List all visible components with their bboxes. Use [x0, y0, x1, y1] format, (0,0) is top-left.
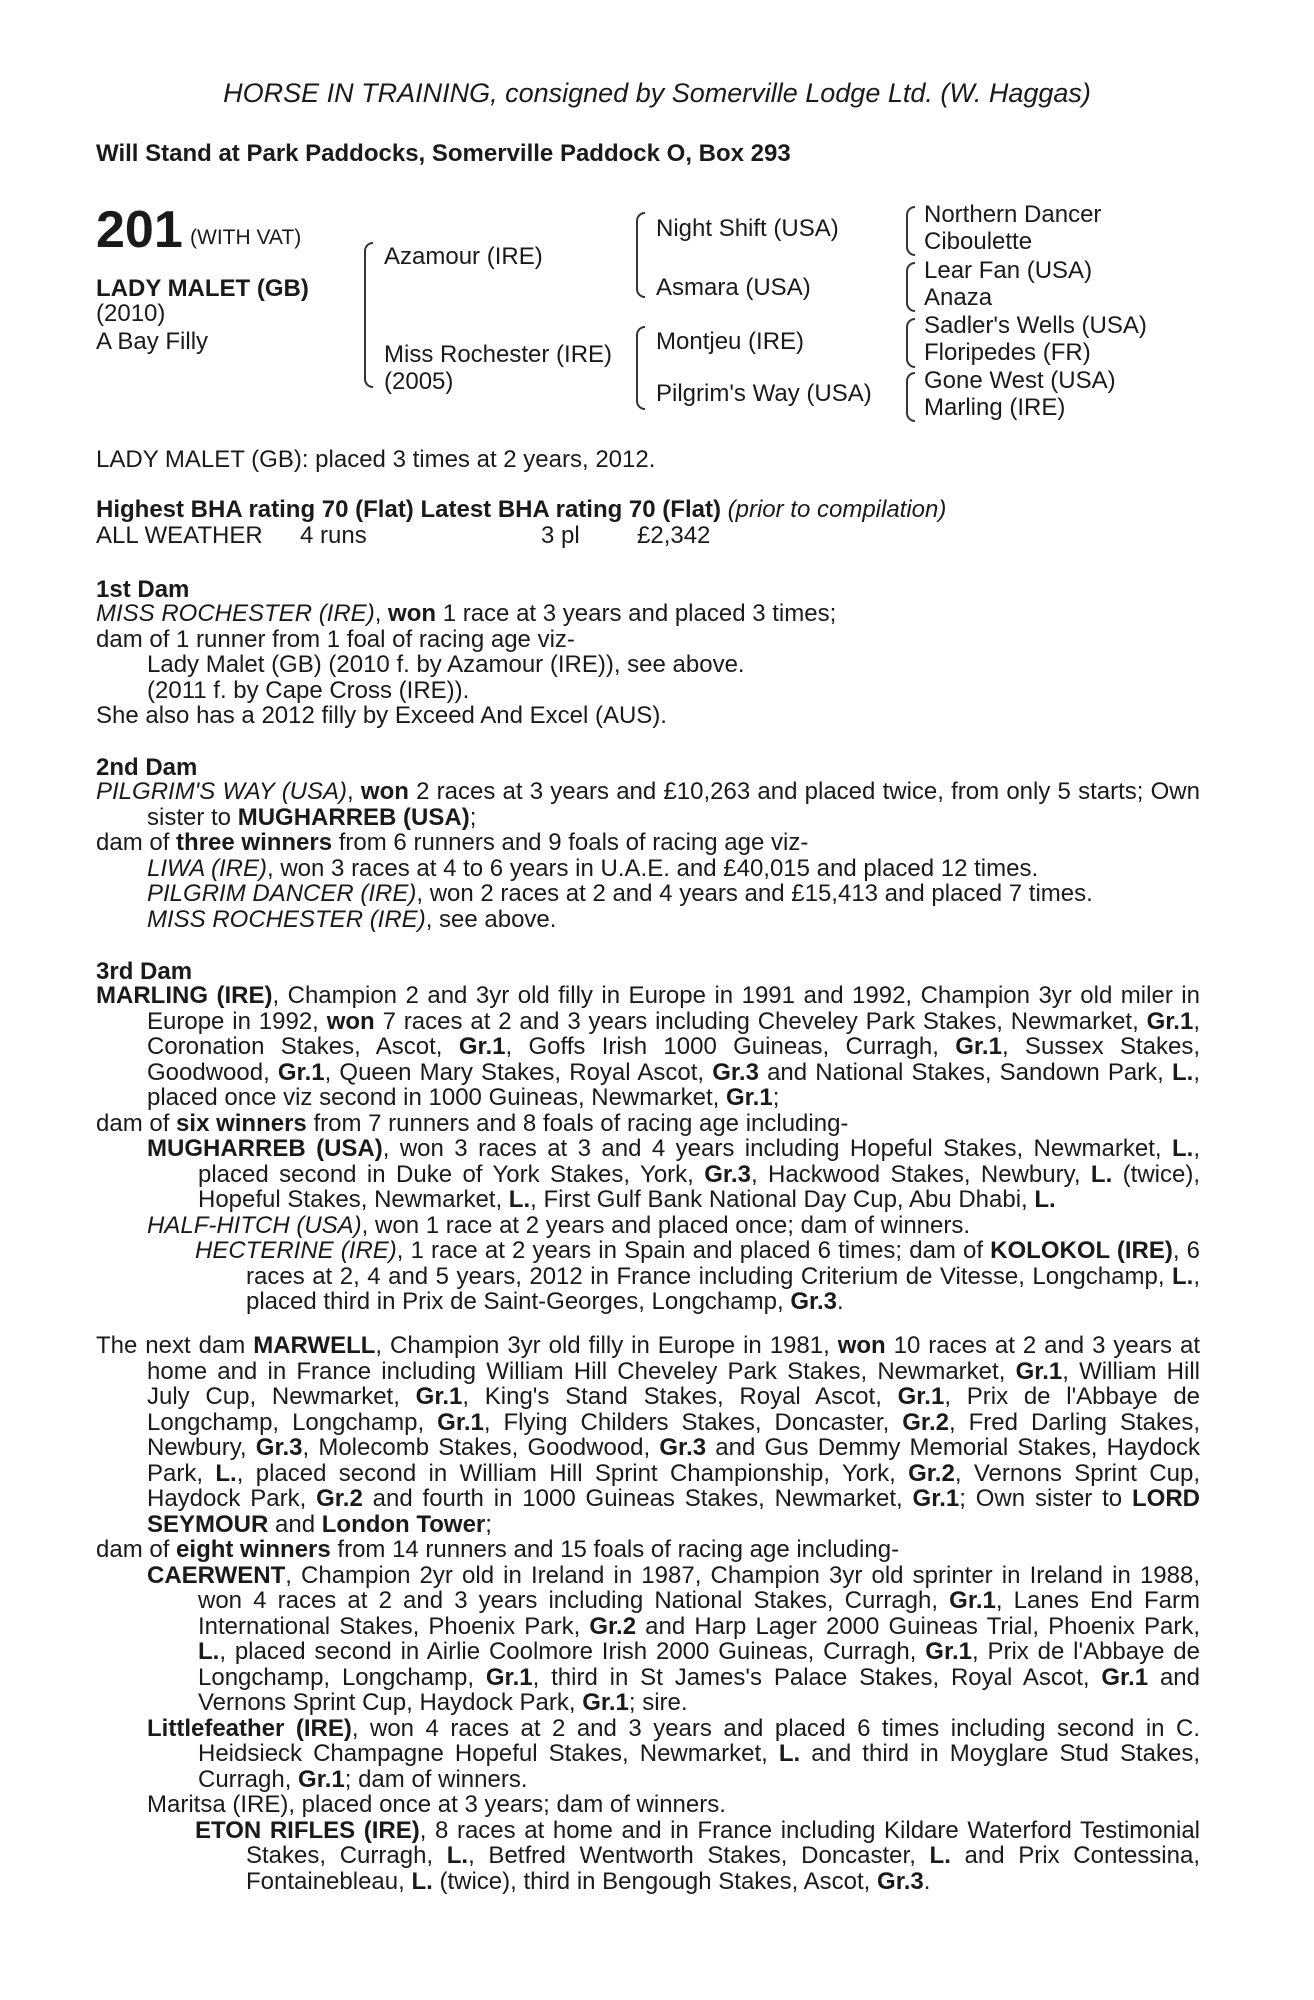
all-weather-placed: 3 pl [541, 522, 580, 549]
pedigree-sdd: Anaza [924, 284, 993, 311]
pedigree-ss: Night Shift (USA) [656, 215, 839, 242]
horse-description: A Bay Filly [96, 328, 209, 355]
pedigree-sss: Northern Dancer [924, 201, 1102, 228]
pedigree-dam: Miss Rochester (IRE) [384, 341, 613, 368]
third-dam-text: MARLING (IRE), Champion 2 and 3yr old filly in Europe in 1991 and 1992, Champion 3yr old miler in Europe in 1992, won 7 races at 2 and 3 years including Cheveley Park Stakes, Newmarket, Gr.1, Coronation Stakes, Ascot, Gr.1, Goffs Irish 1000 Guineas, Curragh, Gr.1, Sussex Stakes, Goodwood, Gr.1, Queen Mary Stakes, Royal Ascot, Gr.3 and National Stakes, Sandown Park, L., placed once viz second in 1000 Guineas, Newmarket, Gr.1; dam of six winners from 7 runners and 8 foals of racing age including- MUGHARREB (USA), won 3 races at 3 and 4 years including Hopeful Stakes, Newmarket, L., placed second in Duke of York Stakes, York, Gr.3, Hackwood Stakes, Newbury, L. (twice), Hopeful Stakes, Newmarket, L., First Gulf Bank National Day Cup, Abu Dhabi, L. HALF-HITCH (USA), won 1 race at 2 years and placed once; dam of winners. HECTERINE (IRE), 1 race at 2 years in Spain and placed 6 times; dam of KOLOKOL (IRE), 6 races at 2, 4 and 5 years, 2012 in France including Criterium de Vitesse, Longchamp, L., placed third in Prix de Saint-Georges, Longchamp, Gr.3. [96, 982, 1201, 1315]
page-header: HORSE IN TRAINING, consigned by Somerville Lodge Ltd. (W. Haggas) [223, 78, 1091, 108]
second-dam-text: PILGRIM'S WAY (USA), won 2 races at 3 years and £10,263 and placed twice, from only 5 starts; Own sister to MUGHARREB (USA); dam of three winners from 6 runners and 9 foals of racing age viz- LIWA (IRE), won 3 races at 4 to 6 years in U.A.E. and £40,015 and placed 12 times. PILGRIM DANCER (IRE), won 2 races at 2 and 4 years and £15,413 and placed 7 times. MISS ROCHESTER (IRE), see above. [96, 778, 1200, 933]
pedigree-brace [906, 262, 915, 312]
all-weather-label: ALL WEATHER [96, 522, 263, 549]
pedigree-ds: Montjeu (IRE) [656, 328, 805, 355]
vat-note: (WITH VAT) [190, 226, 302, 249]
pedigree-brace [636, 326, 645, 410]
pedigree-dam-year: (2005) [384, 368, 454, 395]
all-weather-money: £2,342 [637, 522, 711, 549]
first-dam-text: MISS ROCHESTER (IRE), won 1 race at 3 years and placed 3 times; dam of 1 runner from 1 foal of racing age viz- Lady Malet (GB) (2010 f. by Azamour (IRE)), see above. (2011 f. by Cape Cross (IRE)). She also has a 2012 filly by Exceed And Excel (AUS). [96, 600, 837, 729]
pedigree-ssd: Ciboulette [924, 228, 1033, 255]
pedigree-ddd: Marling (IRE) [924, 394, 1066, 421]
horse-year: (2010) [96, 300, 166, 327]
section-3rd-dam: 3rd Dam [96, 958, 193, 985]
pedigree-sire: Azamour (IRE) [384, 243, 543, 270]
all-weather-runs: 4 runs [300, 522, 367, 549]
stand-location: Will Stand at Park Paddocks, Somerville Paddock O, Box 293 [96, 140, 791, 167]
rating-text: Highest BHA rating 70 (Flat) Latest BHA rating 70 (Flat) [96, 496, 721, 523]
pedigree-dss: Sadler's Wells (USA) [924, 312, 1147, 339]
horse-name: LADY MALET (GB) [96, 275, 309, 302]
pedigree-brace [906, 318, 915, 368]
section-2nd-dam: 2nd Dam [96, 754, 198, 781]
pedigree-dsd: Floripedes (FR) [924, 339, 1091, 366]
pedigree-brace [636, 212, 645, 298]
next-dam-text: The next dam MARWELL, Champion 3yr old filly in Europe in 1981, won 10 races at 2 and 3 years at home and in France including William Hill Cheveley Park Stakes, Newmarket, Gr.1, William Hill July Cup, Newmarket, Gr.1, King's Stand Stakes, Royal Ascot, Gr.1, Prix de l'Abbaye de Longchamp, Longchamp, Gr.1, Flying Childers Stakes, Doncaster, Gr.2, Fred Darling Stakes, Newbury, Gr.3, Molecomb Stakes, Goodwood, Gr.3 and Gus Demmy Memorial Stakes, Haydock Park, L., placed second in William Hill Sprint Championship, York, Gr.2, Vernons Sprint Cup, Haydock Park, Gr.2 and fourth in 1000 Guineas Stakes, Newmarket, Gr.1; Own sister to LORD SEYMOUR and London Tower; dam of eight winners from 14 runners and 15 foals of racing age including- CAERWENT, Champion 2yr old in Ireland in 1987, Champion 3yr old sprinter in Ireland in 1988, won 4 races at 2 and 3 years including National Stakes, Curragh, Gr.1, Lanes End Farm International Stakes, Phoenix Park, Gr.2 and Harp Lager 2000 Guineas Trial, Phoenix Park, L., placed second in Airlie Coolmore Irish 2000 Guineas, Curragh, Gr.1, Prix de l'Abbaye de Longchamp, Longchamp, Gr.1, third in St James's Palace Stakes, Royal Ascot, Gr.1 and Vernons Sprint Cup, Haydock Park, Gr.1; sire. Littlefeather (IRE), won 4 races at 2 and 3 years and placed 6 times including second in C. Heidsieck Champagne Hopeful Stakes, Newmarket, L. and third in Moyglare Stud Stakes, Curragh, Gr.1; dam of winners. Maritsa (IRE), placed once at 3 years; dam of winners. ETON RIFLES (IRE), 8 races at home and in France including Kildare Waterford Testimonial Stakes, Curragh, L., Betfred Wentworth Stakes, Doncaster, L. and Prix Contessina, Fontainebleau, L. (twice), third in Bengough Stakes, Ascot, Gr.3. [96, 1332, 1201, 1895]
pedigree-sds: Lear Fan (USA) [924, 257, 1093, 284]
pedigree-brace [906, 372, 915, 422]
section-1st-dam: 1st Dam [96, 576, 190, 603]
pedigree-dds: Gone West (USA) [924, 367, 1116, 394]
lot-number: 201 [96, 201, 183, 259]
pedigree-dd: Pilgrim's Way (USA) [656, 380, 872, 407]
race-summary: LADY MALET (GB): placed 3 times at 2 years, 2012. [96, 446, 656, 473]
bha-rating [96, 496, 946, 524]
pedigree-brace [364, 242, 373, 388]
pedigree-sd: Asmara (USA) [656, 274, 811, 301]
rating-note: (prior to compilation) [727, 496, 947, 523]
pedigree-brace [906, 206, 915, 256]
